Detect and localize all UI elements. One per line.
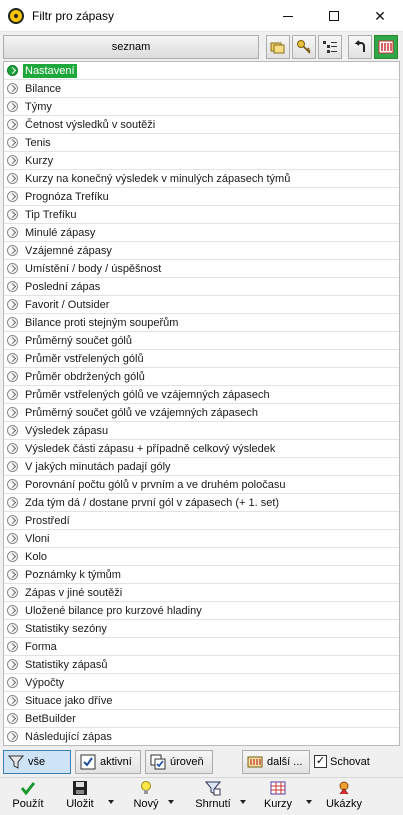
- list-item-label: Forma: [25, 641, 57, 653]
- maximize-button[interactable]: [311, 0, 357, 32]
- odds-dropdown-arrow[interactable]: [306, 800, 312, 804]
- expand-arrow-icon[interactable]: [7, 551, 18, 562]
- list-item[interactable]: [4, 602, 399, 620]
- expand-arrow-icon[interactable]: [7, 209, 18, 220]
- examples-label: Ukázky: [325, 798, 363, 810]
- minimize-button[interactable]: [265, 0, 311, 32]
- list-item-label: Vzájemné zápasy: [25, 245, 112, 257]
- expand-arrow-icon[interactable]: [7, 443, 18, 454]
- list-item-label: Bilance: [25, 83, 62, 95]
- list-item-label: Statistiky sezóny: [25, 623, 107, 635]
- expand-arrow-icon[interactable]: [7, 83, 18, 94]
- filter-active-label: aktivní: [100, 756, 132, 768]
- list-item[interactable]: [4, 656, 399, 674]
- tree-list-icon: [322, 39, 338, 55]
- expand-arrow-icon[interactable]: [7, 389, 18, 400]
- list-item[interactable]: [4, 62, 399, 80]
- list-item[interactable]: [4, 152, 399, 170]
- expand-arrow-icon[interactable]: [7, 425, 18, 436]
- list-item-label: Poslední zápas: [25, 281, 101, 293]
- list-item-label: Výsledek zápasu: [25, 425, 109, 437]
- odds-button[interactable]: [258, 780, 298, 814]
- list-item[interactable]: [4, 278, 399, 296]
- save-button[interactable]: [60, 780, 100, 814]
- floppy-disk-icon: [72, 780, 88, 796]
- list-item-label: Následující zápas: [25, 731, 112, 743]
- list-item-label: Prostředí: [25, 515, 70, 527]
- list-item[interactable]: [4, 584, 399, 602]
- list-item-label: Zda tým dá / dostane první gól v zápasech (+ 1. set): [25, 497, 280, 509]
- list-item-label: Kolo: [25, 551, 48, 563]
- summary-button[interactable]: [188, 780, 238, 814]
- examples-button[interactable]: [318, 780, 370, 814]
- window-title: Filtr pro zápasy: [32, 9, 115, 23]
- list-item[interactable]: [4, 386, 399, 404]
- list-item[interactable]: [4, 476, 399, 494]
- level-check-icon: [150, 754, 166, 770]
- tree-list-button[interactable]: [318, 35, 342, 59]
- action-bar: [0, 777, 403, 815]
- columns-icon: [378, 39, 394, 55]
- expand-arrow-icon[interactable]: [7, 173, 18, 184]
- columns-button[interactable]: [374, 35, 398, 59]
- expand-arrow-icon[interactable]: [7, 191, 18, 202]
- list-item-label: Týmy: [25, 101, 52, 113]
- expand-arrow-icon[interactable]: [7, 137, 18, 148]
- list-item-label: Průměr vstřelených gólů: [25, 353, 144, 365]
- expand-arrow-icon[interactable]: [7, 155, 18, 166]
- list-item[interactable]: [4, 242, 399, 260]
- list-item-label: Vloni: [25, 533, 50, 545]
- expand-arrow-icon[interactable]: [7, 569, 18, 580]
- list-item-label: Průměrný součet gólů: [25, 335, 132, 347]
- expand-arrow-icon[interactable]: [7, 407, 18, 418]
- list-item-label: Průměr vstřelených gólů ve vzájemných zápasech: [25, 389, 270, 401]
- list-item[interactable]: [4, 98, 399, 116]
- expand-arrow-icon[interactable]: [7, 587, 18, 598]
- odds-label: Kurzy: [263, 798, 293, 810]
- expand-arrow-icon[interactable]: [7, 353, 18, 364]
- list-item[interactable]: [4, 314, 399, 332]
- list-item[interactable]: [4, 728, 399, 746]
- list-mode-button[interactable]: seznam: [3, 35, 259, 59]
- expand-arrow-icon[interactable]: [7, 263, 18, 274]
- filter-level-label: úroveň: [170, 756, 204, 768]
- new-label: Nový: [133, 798, 159, 810]
- list-item-label: Zápas v jiné soutěži: [25, 587, 123, 599]
- expand-arrow-icon[interactable]: [7, 299, 18, 310]
- list-item[interactable]: [4, 260, 399, 278]
- list-item-label: Průměr obdržených gólů: [25, 371, 145, 383]
- list-item-label: Nastavení: [25, 65, 75, 77]
- list-item-label: Tenis: [25, 137, 51, 149]
- close-icon: ✕: [374, 7, 386, 24]
- list-item[interactable]: [4, 458, 399, 476]
- list-item-label: Situace jako dříve: [25, 695, 113, 707]
- new-dropdown-arrow[interactable]: [168, 800, 174, 804]
- summary-funnel-icon: [205, 780, 221, 796]
- checkbox-icon: [80, 754, 96, 770]
- expand-arrow-icon[interactable]: [7, 479, 18, 490]
- list-item[interactable]: [4, 368, 399, 386]
- list-item-label: Favorit / Outsider: [25, 299, 110, 311]
- list-item[interactable]: [4, 440, 399, 458]
- list-item[interactable]: [4, 674, 399, 692]
- list-item[interactable]: [4, 620, 399, 638]
- columns-more-icon: [247, 754, 263, 770]
- arrow-back-icon: [352, 39, 368, 55]
- list-item-label: Kurzy: [25, 155, 54, 167]
- list-item-label: Porovnání počtu gólů v prvním a ve druhém poločasu: [25, 479, 286, 491]
- list-item[interactable]: [4, 404, 399, 422]
- list-item-label: Minulé zápasy: [25, 227, 96, 239]
- app-logo-icon: [8, 8, 24, 24]
- expand-arrow-icon[interactable]: [7, 245, 18, 256]
- new-button[interactable]: [128, 780, 164, 814]
- folders-button[interactable]: [266, 35, 290, 59]
- summary-label: Shrnutí: [195, 798, 231, 810]
- key-icon: [296, 39, 312, 55]
- expand-arrow-icon[interactable]: [7, 515, 18, 526]
- expand-arrow-icon[interactable]: [7, 695, 18, 706]
- filter-all-label: vše: [28, 756, 46, 768]
- key-button[interactable]: [292, 35, 316, 59]
- save-label: Uložit: [66, 798, 94, 810]
- funnel-icon: [8, 754, 24, 770]
- toolbar: [0, 33, 403, 61]
- category-list[interactable]: [3, 61, 400, 746]
- list-item-label: V jakých minutách padají góly: [25, 461, 171, 473]
- list-item[interactable]: [4, 170, 399, 188]
- minimize-icon: [283, 16, 293, 17]
- expand-arrow-icon[interactable]: [7, 65, 18, 76]
- summary-dropdown-arrow[interactable]: [240, 800, 246, 804]
- more-columns-button[interactable]: [242, 750, 310, 774]
- list-item-label: Statistiky zápasů: [25, 659, 108, 671]
- lightbulb-icon: [138, 780, 154, 796]
- list-item[interactable]: [4, 566, 399, 584]
- list-item-label: Průměrný součet gólů ve vzájemných zápasech: [25, 407, 258, 419]
- hide-label: Schovat: [330, 756, 370, 768]
- expand-arrow-icon[interactable]: [7, 533, 18, 544]
- expand-arrow-icon[interactable]: [7, 677, 18, 688]
- list-item-label: Bilance proti stejným soupeřům: [25, 317, 179, 329]
- list-item-label: Uložené bilance pro kurzové hladiny: [25, 605, 202, 617]
- expand-arrow-icon[interactable]: [7, 227, 18, 238]
- list-item-label: Výsledek části zápasu + případně celkový výsledek: [25, 443, 276, 455]
- list-item-label: Tip Trefíku: [25, 209, 77, 221]
- more-columns-label: další ...: [267, 756, 303, 768]
- expand-arrow-icon[interactable]: [7, 659, 18, 670]
- list-item[interactable]: [4, 710, 399, 728]
- odds-table-icon: [270, 780, 286, 796]
- expand-arrow-icon[interactable]: [7, 461, 18, 472]
- expand-arrow-icon[interactable]: [7, 605, 18, 616]
- checkmark-icon: [20, 780, 36, 796]
- list-item[interactable]: [4, 350, 399, 368]
- apply-button[interactable]: [8, 780, 48, 814]
- list-item[interactable]: [4, 80, 399, 98]
- list-item[interactable]: [4, 638, 399, 656]
- list-item[interactable]: [4, 422, 399, 440]
- expand-arrow-icon[interactable]: [7, 497, 18, 508]
- list-item[interactable]: [4, 548, 399, 566]
- list-item-label: Výpočty: [25, 677, 65, 689]
- expand-arrow-icon[interactable]: [7, 731, 18, 742]
- expand-arrow-icon[interactable]: [7, 317, 18, 328]
- filter-active-button[interactable]: [75, 750, 141, 774]
- save-dropdown-arrow[interactable]: [108, 800, 114, 804]
- expand-arrow-icon[interactable]: [7, 623, 18, 634]
- expand-arrow-icon[interactable]: [7, 641, 18, 652]
- expand-arrow-icon[interactable]: [7, 119, 18, 130]
- expand-arrow-icon[interactable]: [7, 101, 18, 112]
- list-item[interactable]: [4, 332, 399, 350]
- expand-arrow-icon[interactable]: [7, 281, 18, 292]
- list-item[interactable]: [4, 116, 399, 134]
- expand-arrow-icon[interactable]: [7, 371, 18, 382]
- list-item[interactable]: [4, 224, 399, 242]
- expand-arrow-icon[interactable]: [7, 713, 18, 724]
- hide-checkbox[interactable]: ✓: [315, 755, 326, 767]
- filter-bar: [0, 748, 403, 776]
- list-item-label: Kurzy na konečný výsledek v minulých zápasech týmů: [25, 173, 291, 185]
- filter-all-button[interactable]: [3, 750, 71, 774]
- expand-arrow-icon[interactable]: [7, 335, 18, 346]
- folders-icon: [270, 39, 286, 55]
- list-item[interactable]: [4, 692, 399, 710]
- filter-level-button[interactable]: [145, 750, 213, 774]
- back-button[interactable]: [348, 35, 372, 59]
- list-item[interactable]: [4, 134, 399, 152]
- list-item-label: Umístění / body / úspěšnost: [25, 263, 162, 275]
- maximize-icon: [329, 11, 339, 21]
- list-item[interactable]: [4, 530, 399, 548]
- title-bar: [0, 0, 403, 32]
- list-item[interactable]: [4, 206, 399, 224]
- list-item[interactable]: [4, 494, 399, 512]
- list-item-label: Poznámky k týmům: [25, 569, 121, 581]
- list-item[interactable]: [4, 512, 399, 530]
- close-button[interactable]: [357, 0, 403, 32]
- list-item-label: Četnost výsledků v soutěži: [25, 119, 156, 131]
- list-item[interactable]: [4, 188, 399, 206]
- list-item-label: BetBuilder: [25, 713, 76, 725]
- list-item-label: Prognóza Trefíku: [25, 191, 109, 203]
- examples-icon: [336, 780, 352, 796]
- apply-label: Použít: [12, 798, 44, 810]
- list-item[interactable]: [4, 296, 399, 314]
